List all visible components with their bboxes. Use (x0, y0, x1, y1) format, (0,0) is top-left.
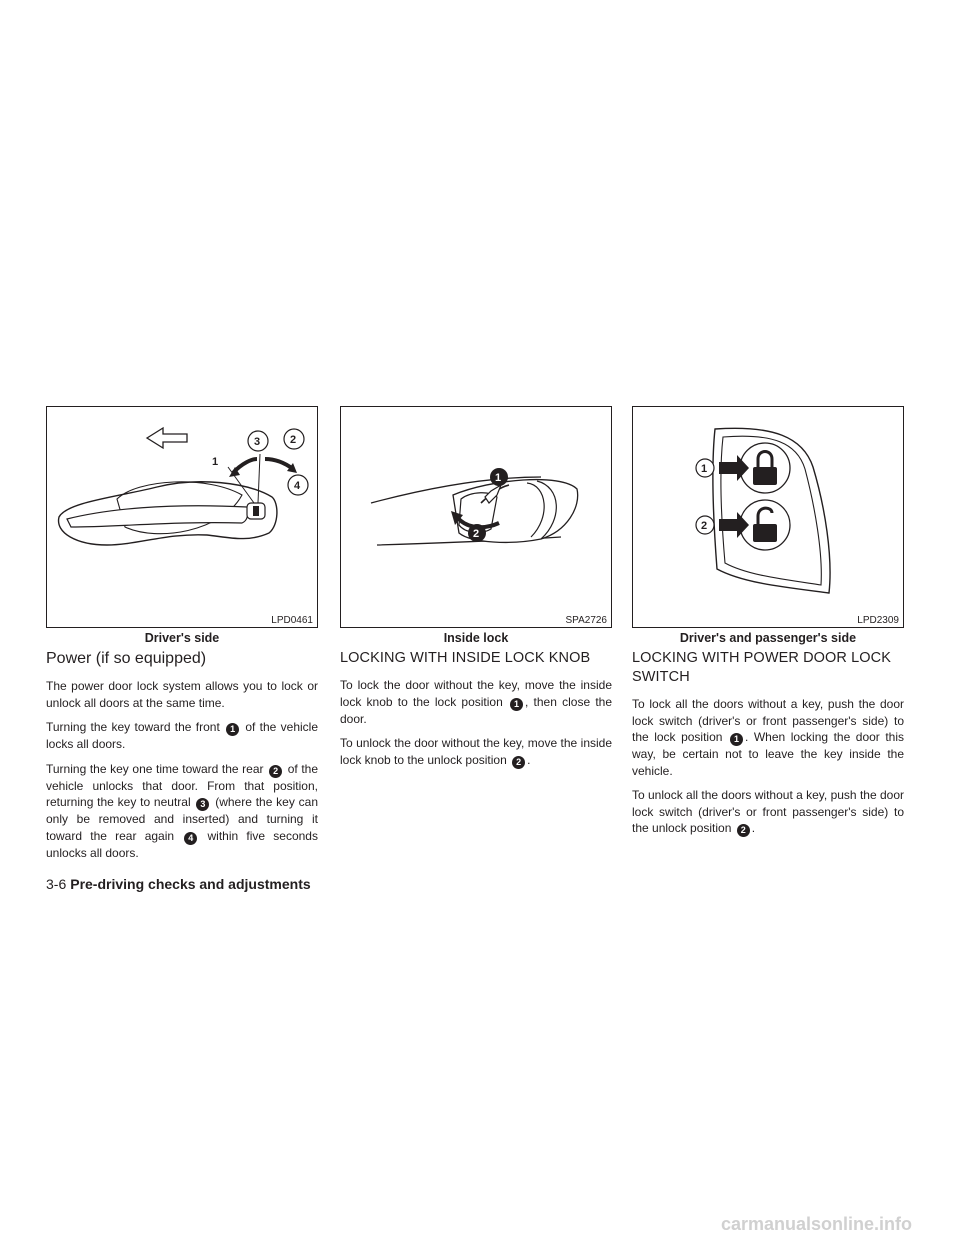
callout-number: 1 (226, 723, 239, 736)
paragraph-text: Turning the key one time toward the rear (46, 761, 268, 776)
figure-caption: Driver's and passenger's side (679, 631, 857, 645)
paragraph-text: . (527, 752, 531, 767)
lock-switch-illustration (633, 407, 903, 627)
section-body (632, 696, 904, 837)
body-paragraph (46, 761, 318, 862)
figure-caption: Inside lock (443, 631, 509, 645)
column-inside-lock-knob (340, 406, 612, 777)
callout-number: 3 (196, 798, 209, 811)
section-heading: LOCKING WITH INSIDE LOCK KNOB (340, 650, 591, 666)
page-footer (46, 876, 311, 892)
svg-text:3: 3 (254, 436, 261, 448)
callout-number: 2 (512, 756, 525, 769)
body-paragraph (340, 735, 612, 769)
section-body (340, 677, 612, 769)
svg-text:1: 1 (495, 472, 502, 484)
callout-2 (284, 429, 304, 449)
watermark: carmanualsonline.info (720, 1214, 912, 1234)
callout-number: 1 (730, 733, 743, 746)
callout-1 (212, 456, 218, 468)
callout-3 (248, 431, 268, 451)
paragraph-text: of the vehicle locks all doors. (46, 720, 319, 751)
body-paragraph (46, 719, 318, 753)
body-paragraph (632, 787, 904, 837)
svg-text:4: 4 (294, 480, 301, 492)
figure-lock-switch (632, 406, 904, 628)
column-power-lock (46, 406, 318, 869)
door-handle-illustration (47, 407, 317, 627)
callout-1 (490, 468, 508, 486)
callout-4 (288, 475, 308, 495)
svg-text:1: 1 (212, 456, 219, 468)
chapter-title: Pre-driving checks and adjustments (70, 876, 311, 892)
paragraph-text: To lock the door without the key, move the inside lock knob to the lock position (340, 678, 612, 709)
paragraph-text: (where the key can only be removed and inserted) and turning it toward the rear again (46, 795, 319, 843)
svg-text:2: 2 (473, 528, 480, 540)
paragraph-text: Turning the key toward the front (46, 720, 225, 734)
figure-code: SPA2726 (565, 615, 607, 626)
callout-number: 1 (510, 698, 523, 711)
page-number: 3-6 (46, 876, 67, 892)
figure-door-handle-key (46, 406, 318, 628)
paragraph-text: To lock all the doors without a key, push the door lock switch (driver's or front passenger's side) to the lock position (632, 697, 904, 744)
section-heading: LOCKING WITH POWER DOOR LOCK SWITCH (632, 650, 891, 685)
section-body (46, 678, 318, 861)
figure-caption: Driver's side (144, 631, 220, 645)
inside-lock-illustration (341, 407, 611, 627)
paragraph-text: of the vehicle unlocks that door. From that position, returning the key to neutral (46, 761, 319, 809)
svg-text:2: 2 (290, 434, 297, 446)
paragraph-text: within five seconds unlocks all doors. (46, 828, 318, 860)
figure-inside-lock (340, 406, 612, 628)
paragraph-text: To unlock all the doors without a key, push the door lock switch (driver's or front passenger's side) to the unlock position (632, 788, 904, 835)
callout-number: 2 (737, 824, 750, 837)
paragraph-text: , then close the door. (340, 694, 613, 726)
paragraph-text: To unlock the door without the key, move the inside lock knob to the unlock position (340, 736, 612, 767)
column-power-door-lock-switch (632, 406, 904, 845)
svg-text:1: 1 (701, 463, 708, 475)
figure-code: LPD0461 (271, 615, 313, 626)
svg-text:2: 2 (701, 520, 708, 532)
callout-2 (468, 524, 486, 542)
paragraph-text: . When locking the door this way, be certain not to leave the key inside the vehicle. (632, 730, 905, 778)
body-paragraph (46, 678, 318, 711)
paragraph-text: The power door lock system allows you to lock or unlock all doors at the same time. (46, 679, 318, 710)
body-paragraph (340, 677, 612, 727)
body-paragraph (632, 696, 904, 779)
paragraph-text: . (751, 821, 756, 835)
callout-1 (696, 459, 714, 477)
callout-number: 4 (184, 832, 197, 845)
callout-number: 2 (269, 765, 282, 778)
callout-2 (696, 516, 714, 534)
figure-code: LPD2309 (857, 615, 899, 626)
section-heading: Power (if so equipped) (46, 650, 207, 667)
